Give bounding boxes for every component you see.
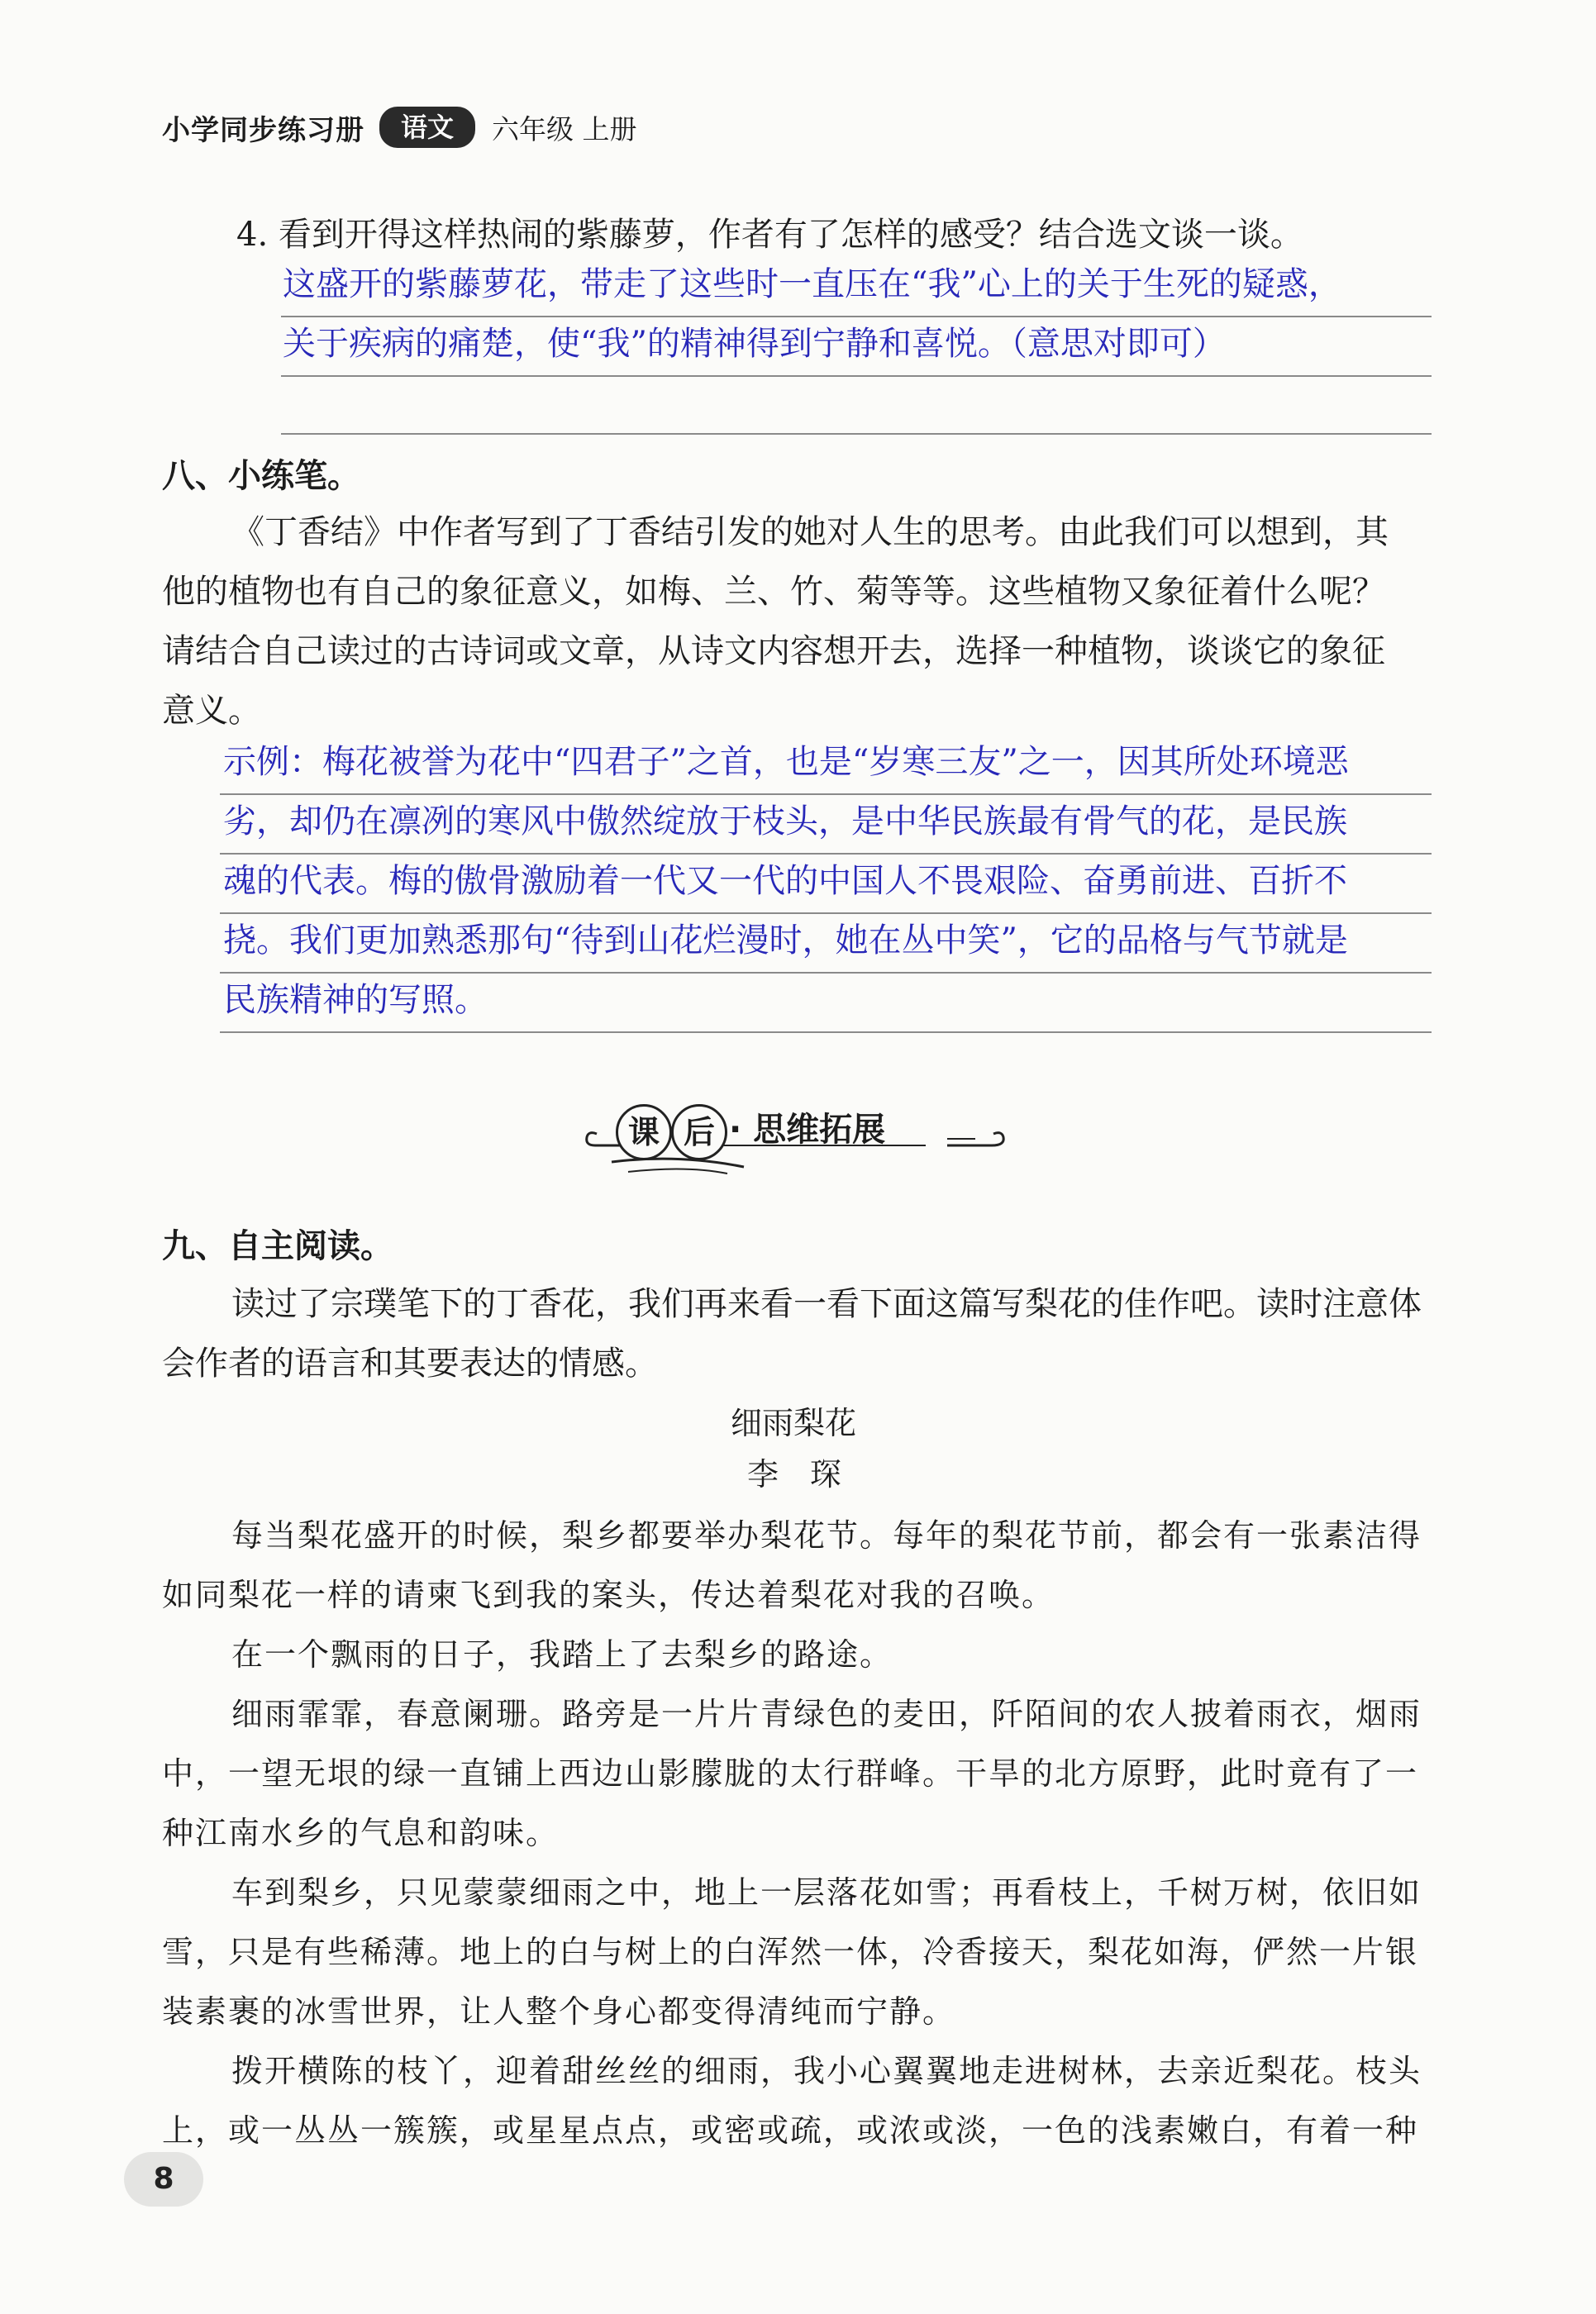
answer-rule	[220, 853, 1432, 855]
section-8-prompt-line-4: 意义。	[162, 692, 261, 730]
grade-label: 六年级 上册	[492, 112, 637, 145]
story-title: 细雨梨花	[731, 1405, 857, 1441]
banner-title: · 思维拓展	[729, 1111, 886, 1149]
section-8-answer-line-5: 民族精神的写照。	[223, 981, 488, 1019]
story-line-8: 雪，只是有些稀薄。地上的白与树上的白浑然一体，冷香接天，梨花如海，俨然一片银	[162, 1934, 1419, 1970]
story-line-1: 每当梨花盛开的时候，梨乡都要举办梨花节。每年的梨花节前，都会有一张素洁得	[231, 1517, 1422, 1554]
answer-rule	[220, 1031, 1432, 1033]
book-series-title: 小学同步练习册	[162, 113, 364, 147]
story-line-6: 种江南水乡的气息和韵味。	[162, 1815, 560, 1851]
answer-rule	[220, 912, 1432, 914]
section-8-prompt-line-2: 他的植物也有自己的象征意义，如梅、兰、竹、菊等等。这些植物又象征着什么呢？	[162, 573, 1385, 611]
banner-char-hou: 后	[671, 1104, 727, 1160]
question-4-answer-line-1: 这盛开的紫藤萝花，带走了这些时一直压在“我”心上的关于生死的疑惑，	[283, 265, 1341, 303]
answer-rule	[220, 972, 1432, 974]
answer-rule	[281, 433, 1432, 435]
section-9-intro-line-1: 读过了宗璞笔下的丁香花，我们再来看一看下面这篇写梨花的佳作吧。读时注意体	[231, 1285, 1422, 1323]
section-9-heading: 九、自主阅读。	[162, 1227, 393, 1265]
story-line-3: 在一个飘雨的日子，我踏上了去梨乡的路途。	[231, 1636, 893, 1673]
story-line-9: 装素裹的冰雪世界，让人整个身心都变得清纯而宁静。	[162, 1993, 956, 2030]
answer-rule	[281, 316, 1432, 317]
question-4-prompt: 4. 看到开得这样热闹的紫藤萝，作者有了怎样的感受？结合选文谈一谈。	[236, 216, 1303, 254]
subject-badge: 语文	[379, 107, 475, 148]
story-line-2: 如同梨花一样的请柬飞到我的案头，传达着梨花对我的召唤。	[162, 1577, 1055, 1613]
section-8-answer-line-4: 挠。我们更加熟悉那句“待到山花烂漫时，她在丛中笑”，它的品格与气节就是	[223, 921, 1348, 959]
banner-char-ke: 课	[616, 1104, 672, 1160]
section-8-heading: 八、小练笔。	[162, 457, 360, 495]
page-header	[162, 102, 637, 152]
answer-rule	[281, 375, 1432, 377]
story-line-7: 车到梨乡，只见蒙蒙细雨之中，地上一层落花如雪；再看枝上，千树万树，依旧如	[231, 1874, 1422, 1911]
story-line-10: 拨开横陈的枝丫，迎着甜丝丝的细雨，我小心翼翼地走进树林，去亲近梨花。枝头	[231, 2053, 1422, 2089]
section-8-answer-line-2: 劣，却仍在凛冽的寒风中傲然绽放于枝头，是中华民族最有骨气的花，是民族	[223, 802, 1347, 840]
story-line-11: 上，或一丛丛一簇簇，或星星点点，或密或疏，或浓或淡，一色的浅素嫩白，有着一种	[162, 2112, 1419, 2149]
section-8-answer-line-1: 示例：梅花被誉为花中“四君子”之首，也是“岁寒三友”之一，因其所处环境恶	[223, 743, 1349, 781]
section-8-prompt-line-1: 《丁香结》中作者写到了丁香结引发的她对人生的思考。由此我们可以想到，其	[231, 513, 1389, 551]
section-8-prompt-line-3: 请结合自己读过的古诗词或文章，从诗文内容想开去，选择一种植物，谈谈它的象征	[162, 632, 1385, 670]
story-author: 李 琛	[747, 1456, 842, 1493]
story-line-5: 中，一望无垠的绿一直铺上西边山影朦胧的太行群峰。干旱的北方原野，此时竟有了一	[162, 1755, 1419, 1792]
section-8-answer-line-3: 魂的代表。梅的傲骨激励着一代又一代的中国人不畏艰险、奋勇前进、百折不	[223, 862, 1347, 900]
question-4-answer-line-2: 关于疾病的痛楚，使“我”的精神得到宁静和喜悦。（意思对即可）	[283, 325, 1226, 363]
page-number: 8	[124, 2152, 203, 2207]
section-banner	[579, 1091, 1025, 1190]
answer-rule	[220, 793, 1432, 795]
story-line-4: 细雨霏霏，春意阑珊。路旁是一片片青绿色的麦田，阡陌间的农人披着雨衣，烟雨	[231, 1696, 1422, 1732]
section-9-intro-line-2: 会作者的语言和其要表达的情感。	[162, 1345, 658, 1383]
